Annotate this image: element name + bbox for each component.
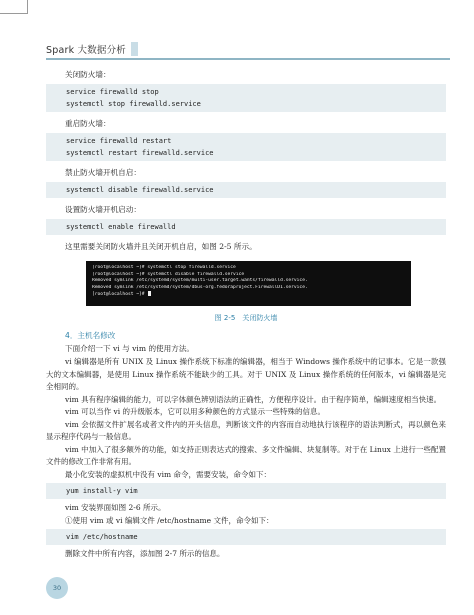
code-block-stop: [46, 84, 446, 112]
paragraph-vi-editor: vi 编辑器是所有 UNIX 及 Linux 操作系统下标准的编辑器，相当于 Windows 操作系统中的记事本。它是一款强大的文本编辑器，是使用 Linux 操作系统不能缺少的工具。对于 UNIX 及 Linux 操作系统的任何版本，vi 编辑器是完全相同的。: [46, 357, 446, 391]
paragraph-install-intro: 最小化安装的虚拟机中没有 vim 命令，需要安装，命令如下：: [65, 469, 272, 479]
terminal-line: Removed symlink /etc/systemd/system/multi-user.target.wants/firewalld.service.: [92, 278, 308, 284]
code-line: service firewalld restart: [66, 137, 172, 145]
header-rule: [46, 58, 450, 60]
page-number: 30: [52, 584, 62, 592]
terminal-line: Removed symlink /etc/systemd/system/dbus-org.fedoraproject.FirewallD1.service.: [92, 284, 308, 290]
paragraph-vim-features: vim 具有程序编辑的能力，可以字体颜色辨别语法的正确性，方便程序设计。由于程序简单，编辑速度相当快速。: [65, 394, 442, 404]
paragraph-vim-extras: vim 中加入了很多额外的功能，如支持正则表达式的搜索、多文件编辑、块复制等。对于在 Linux 上进行一些配置文件的修改工作非常有用。: [46, 444, 446, 466]
terminal-prompt: [root@localhost ~]#: [92, 292, 148, 298]
code-line: yum install-y vim: [66, 487, 138, 495]
enable-autostart-label: 设置防火墙开机启动：: [65, 205, 141, 214]
code-line: systemctl enable firewalld: [66, 223, 176, 231]
page-body: [46, 66, 446, 561]
crop-mark: [0, 0, 28, 14]
terminal-line: [root@localhost ~]# systemctl stop firewalld.service: [92, 265, 236, 270]
code-line: systemctl disable firewalld.service: [66, 186, 214, 194]
code-block-restart: [46, 133, 446, 161]
code-line: systemctl restart firewalld.service: [66, 149, 214, 157]
section-intro: 下面介绍一下 vi 与 vim 的使用方法。: [65, 344, 195, 353]
header-tab-decoration: [131, 42, 138, 56]
restart-firewall-label: 重启防火墙：: [65, 119, 111, 128]
code-block-enable: [46, 219, 446, 235]
code-line: systemctl stop firewalld.service: [66, 100, 201, 108]
page-number-badge: [46, 577, 68, 599]
section-heading: 4．主机名修改: [65, 331, 116, 340]
terminal-screenshot: [86, 261, 411, 306]
running-header: [46, 41, 138, 57]
paragraph-delete-content: 删除文件中所有内容，添加图 2-7 所示的信息。: [65, 549, 225, 558]
figure-intro-text: 这里需要关闭防火墙并且关闭开机自启，如图 2-5 所示。: [65, 242, 257, 251]
paragraph-edit-hostname: ①使用 vim 或 vi 编辑文件 /etc/hostname 文件，命令如下：: [65, 515, 274, 525]
paragraph-vim-syntax: vim 会依据文件扩展名或者文件内的开头信息，判断该文件的内容而自动地执行该程序的语法判断式，再以颜色来显示程序代码与一般信息。: [46, 419, 446, 441]
terminal-cursor: [148, 291, 151, 296]
paragraph-install-figure: vim 安装界面如图 2-6 所示。: [65, 503, 166, 512]
code-block-install: [46, 483, 446, 499]
book-title: Spark 大数据分析: [46, 45, 127, 56]
paragraph-vim-upgrade: vim 可以当作 vi 的升级版本，它可以用多种颜色的方式显示一些特殊的信息。: [65, 407, 326, 416]
code-block-disable: [46, 182, 446, 198]
disable-autostart-label: 禁止防火墙开机自启：: [65, 168, 141, 177]
terminal-prompt-line: [92, 291, 405, 299]
code-line: service firewalld stop: [66, 88, 159, 96]
terminal-line: [root@localhost ~]# systemctl disable firewalld.service: [92, 271, 245, 277]
stop-firewall-label: 关闭防火墙：: [65, 70, 111, 79]
code-block-hostname: [46, 529, 446, 545]
code-line: vim /etc/hostname: [66, 533, 138, 541]
figure-caption: 图 2-5 关闭防火墙: [214, 314, 278, 322]
